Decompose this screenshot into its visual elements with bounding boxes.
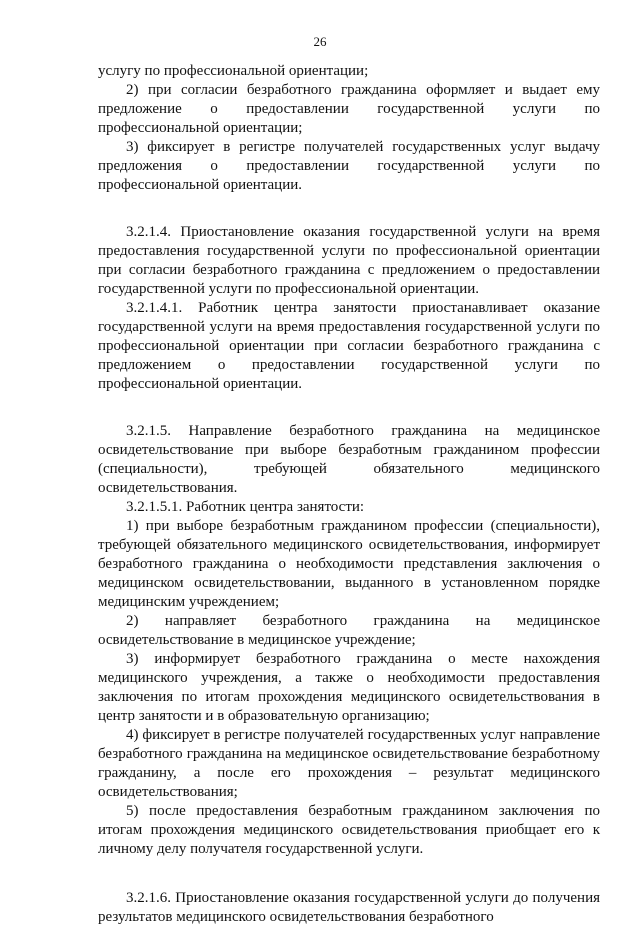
paragraph-spacer (98, 195, 600, 223)
paragraph: 3) информирует безработного гражданина о месте нахождения медицинского учреждения, а также о необходимости предоставления заключения по итогам прохождения медицинского освидетельствования в центр занятости и в образовательную организацию; (98, 651, 600, 724)
paragraph: 1) при выборе безработным гражданином профессии (специальности), требующей обязательного медицинского освидетельствования, информирует безработного гражданина о необходимости представления заключения о медицинском освидетельствовании, выданного в установленном порядке медицинским учреждением; (98, 518, 600, 610)
paragraph: 3) фиксирует в регистре получателей государственных услуг выдачу предложения о предоставлении государственной услуги по профессиональной ориентации. (98, 139, 600, 193)
paragraph: 3.2.1.5.1. Работник центра занятости: (126, 499, 365, 515)
paragraph: 3.2.1.5. Направление безработного гражданина на медицинское освидетельствование при выборе безработным гражданином профессии (специальности), требующей обязательного медицинского освидетельствования. (98, 423, 600, 496)
paragraph: 3.2.1.4.1. Работник центра занятости приостанавливает оказание государственной услуги на время предоставления государственной услуги по профессиональной ориентации при согласии безработного гражданина с предложением о предоставлении государственной услуги по профессиональной ориентации. (98, 300, 600, 392)
paragraph: 2) при согласии безработного гражданина оформляет и выдает ему предложение о предоставлении государственной услуги по профессиональной ориентации; (98, 82, 600, 136)
paragraph: 2) направляет безработного гражданина на медицинское освидетельствование в медицинское учреждение; (98, 613, 600, 648)
paragraph: 4) фиксирует в регистре получателей государственных услуг направление безработного гражданина на медицинское освидетельствование безработному гражданину, а после его прохождения – результат медицинского освидетельствования; (98, 727, 600, 800)
paragraph: 5) после предоставления безработным гражданином заключения по итогам прохождения медицинского освидетельствования приобщает его к личному делу получателя государственной услуги. (98, 803, 600, 857)
paragraph-spacer (98, 394, 600, 422)
paragraph: 3.2.1.6. Приостановление оказания государственной услуги до получения результатов медицинского освидетельствования безработного (98, 890, 600, 925)
paragraph: 3.2.1.4. Приостановление оказания государственной услуги на время предоставления государственной услуги по профессиональной ориентации при согласии безработного гражданина с предложением о предоставлении государственной услуги по профессиональной ориентации. (98, 224, 600, 297)
paragraph: услугу по профессиональной ориентации; (98, 63, 369, 79)
paragraph-spacer (98, 859, 600, 889)
page-number: 26 (313, 34, 327, 49)
document-body (98, 62, 600, 927)
